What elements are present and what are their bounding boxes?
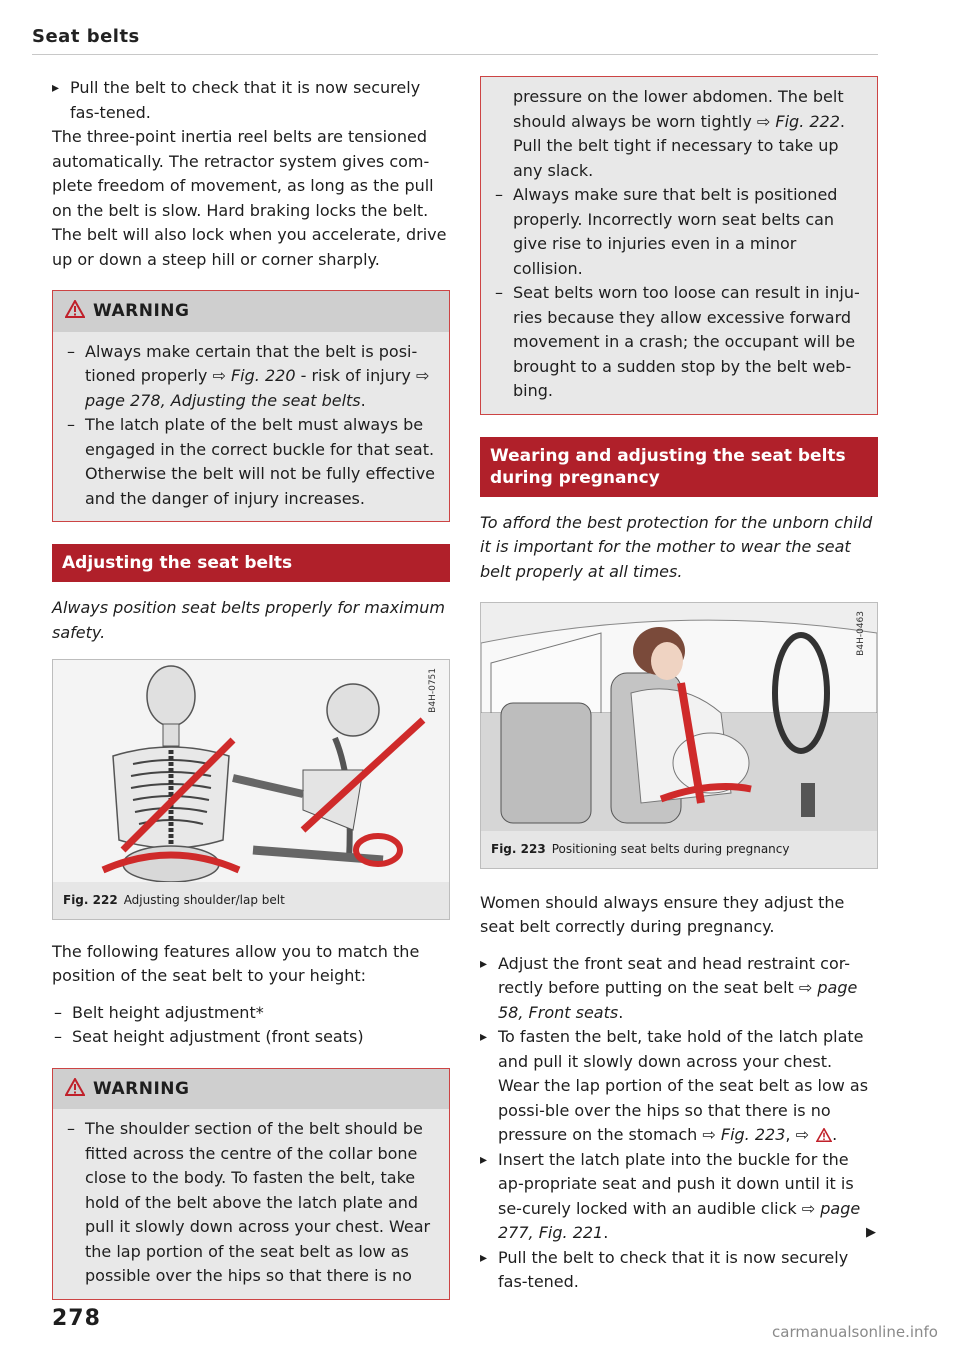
section-heading-adjusting: Adjusting the seat belts — [52, 544, 450, 582]
warning-triangle-icon[interactable] — [816, 1128, 832, 1142]
section-heading-pregnancy: Wearing and adjusting the seat belts during pregnancy — [480, 437, 878, 497]
figure-code: B4H-0751 — [427, 668, 438, 713]
page-reference-link[interactable]: ⇨ page 277, Fig. 221 — [498, 1198, 861, 1242]
left-column — [52, 76, 450, 1300]
figure-caption — [53, 882, 449, 919]
skeleton-seatbelt-illustration — [53, 660, 449, 882]
warning-item: – Always make certain that the belt is posi-tioned properly ⇨ Fig. 220 - risk of injury ⇨ page 278, Adjusting the seat belts. — [65, 340, 437, 414]
step-insert-latch: ▸ Insert the latch plate into the buckle for the ap-propriate seat and push it down until it is se-curely locked with an audible click ⇨ page 277, Fig. 221. — [480, 1148, 878, 1246]
figure-number: Fig. 223 — [491, 842, 546, 856]
warning-item: – Always make sure that belt is positioned properly. Incorrectly worn seat belts can give rise to injuries even in a minor collision. — [493, 183, 865, 281]
paragraph-women: Women should always ensure they adjust the seat belt correctly during pregnancy. — [480, 892, 845, 936]
figure-caption-text: Adjusting shoulder/lap belt — [123, 893, 285, 907]
warning-triangle-icon — [65, 300, 85, 318]
figure-reference-link[interactable]: ⇨ Fig. 223 — [702, 1125, 786, 1144]
feature-item: – Seat height adjustment (front seats) — [52, 1025, 450, 1050]
section-intro: To afford the best protection for the unborn child it is important for the mother to wear the seat belt properly at all times. — [480, 512, 873, 581]
step-fasten-belt: ▸ To fasten the belt, take hold of the latch plate and pull it slowly down across your chest. Wear the lap portion of the seat belt as low as possi-ble over the hips so that there is no pressure on the stomach ⇨ Fig. 223, ⇨ . — [480, 1025, 878, 1148]
warning-item: – Seat belts worn too loose can result in inju-ries because they allow excessive forward movement in a crash; the occupant will be brought to a sudden stop by the belt web-bing. — [493, 281, 865, 404]
warning-title: WARNING — [93, 1078, 190, 1099]
figure-number: Fig. 222 — [63, 893, 118, 907]
feature-item: – Belt height adjustment* — [52, 1001, 450, 1026]
warning-continuation: pressure on the lower abdomen. The belt should always be worn tightly ⇨ Fig. 222. Pull the belt tight if necessary to take up any slack. — [513, 87, 846, 180]
warning-box-2 — [52, 1068, 450, 1300]
section-intro: Always position seat belts properly for maximum safety. — [52, 598, 445, 642]
continue-arrow-icon: ▶ — [866, 1225, 876, 1240]
warning-header — [53, 291, 449, 332]
figure-reference-link[interactable]: ⇨ Fig. 220 — [212, 366, 296, 385]
figure-223-illustration — [481, 603, 877, 831]
warning-item: – The latch plate of the belt must always be engaged in the correct buckle for that seat. Otherwise the belt will not be fully effective and the danger of injury increases. — [65, 413, 437, 511]
page-reference-link[interactable]: ⇨ page 278, Adjusting the seat belts — [85, 366, 430, 410]
header-divider — [32, 54, 878, 55]
warning-title: WARNING — [93, 301, 190, 321]
warning-item: – The shoulder section of the belt should be fitted across the centre of the collar bone close to the body. To fasten the belt, take hold of the belt above the latch plate and pull it slowly down across your chest. Wear the lap portion of the seat belt as low as possible over the hips so that there is no — [65, 1117, 437, 1289]
page-header-title: Seat belts — [32, 26, 140, 47]
warning-triangle-icon — [65, 1078, 85, 1096]
warning-box-1 — [52, 290, 450, 522]
pregnant-driver-illustration — [481, 603, 877, 831]
figure-223 — [480, 602, 878, 869]
right-column — [480, 76, 878, 1295]
warning-header — [53, 1069, 449, 1110]
figure-222 — [52, 659, 450, 920]
warning-box-continued — [480, 76, 878, 415]
paragraph-features: The following features allow you to match the position of the seat belt to your height: — [52, 941, 420, 985]
figure-caption-text: Positioning seat belts during pregnancy — [551, 842, 790, 856]
figure-222-illustration — [53, 660, 449, 882]
page-reference-link[interactable]: ⇨ page 58, Front seats — [498, 978, 858, 1022]
step-check-belt: ▸ Pull the belt to check that it is now securely fas-tened. — [52, 76, 450, 125]
step-check-fastened: ▸ Pull the belt to check that it is now securely fas-tened. — [480, 1246, 878, 1295]
figure-reference-link[interactable]: ⇨ Fig. 222 — [756, 111, 840, 131]
paragraph-inertia-reel: The three-point inertia reel belts are tensioned automatically. The retractor system gives com-plete freedom of movement, as long as the pull on the belt is slow. Hard braking locks the belt. The belt will also lock when you accelerate, drive up or down a steep hill or corner sharply. — [52, 127, 447, 269]
step-adjust-seat: ▸ Adjust the front seat and head restraint cor-rectly before putting on the seat belt ⇨ page 58, Front seats. — [480, 952, 878, 1026]
page-number: 278 — [52, 1306, 101, 1331]
figure-caption — [481, 831, 877, 868]
site-watermark: carmanualsonline.info — [772, 1323, 938, 1341]
figure-code: B4H-0463 — [855, 611, 866, 656]
